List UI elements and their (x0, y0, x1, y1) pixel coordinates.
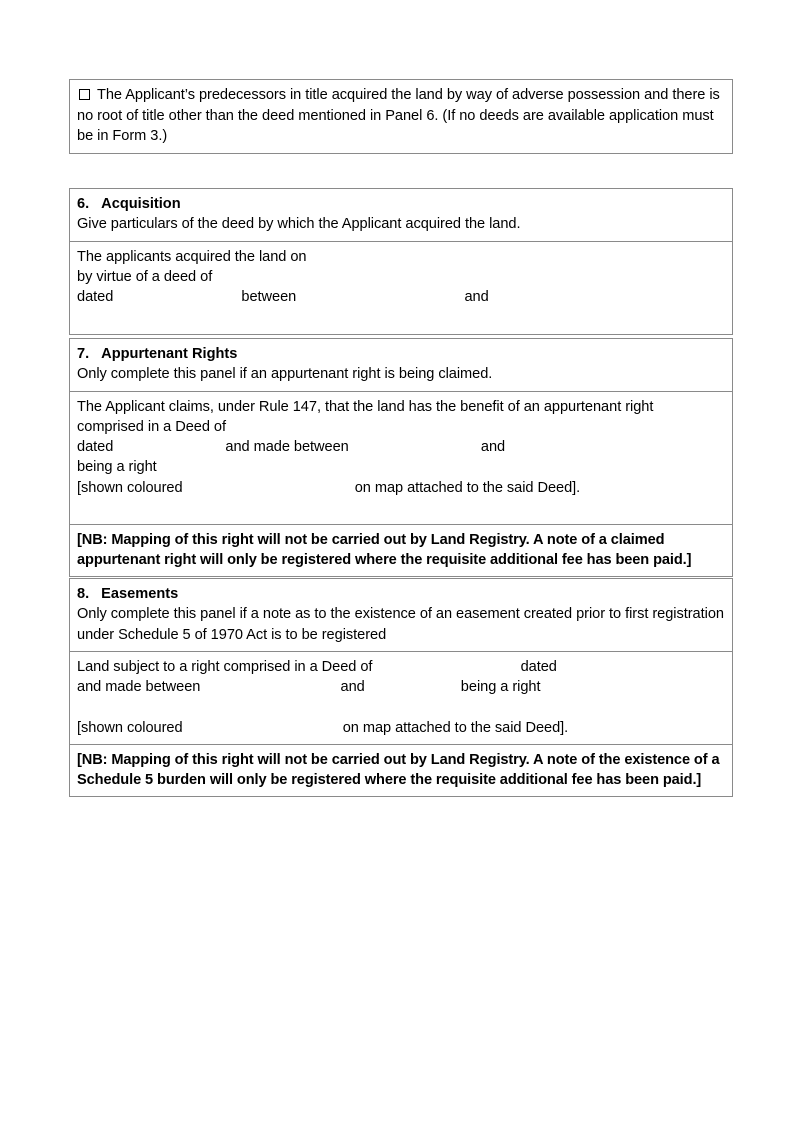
easements-nb-section (70, 744, 732, 796)
appurtenant-title (77, 344, 725, 364)
adverse-possession-section (70, 80, 732, 153)
adverse-possession-text: The Applicant’s predecessors in title acquired the land by way of adverse possession and there is no root of title other than the deed mentioned in Panel 6. (If no deeds are available application must be in Form 3.) (77, 87, 720, 145)
appurtenant-instruction: Only complete this panel if an appurtenant right is being claimed. (77, 366, 493, 383)
appurtenant-body-line[interactable]: comprised in a Deed of (77, 418, 226, 435)
panel-adverse-possession (69, 79, 733, 154)
acquisition-title (77, 194, 725, 214)
appurtenant-body (70, 391, 732, 525)
appurtenant-title-text: Appurtenant Rights (101, 346, 238, 362)
easements-body-line[interactable]: and made between and being a right (77, 679, 541, 696)
easements-instruction: Only complete this panel if a note as to the existence of an easement created prior to first registration under Schedule 5 of 1970 Act is to be registered (77, 606, 724, 643)
appurtenant-blank-space[interactable] (77, 498, 725, 518)
acquisition-instruction: Give particulars of the deed by which the Applicant acquired the land. (77, 216, 521, 233)
appurtenant-header (70, 339, 732, 391)
panel-easements (69, 578, 733, 797)
acquisition-body-line[interactable]: The applicants acquired the land on (77, 248, 307, 265)
appurtenant-body-line[interactable]: The Applicant claims, under Rule 147, that the land has the benefit of an appurtenant right (77, 398, 654, 415)
acquisition-blank-space[interactable] (77, 307, 725, 327)
panel-acquisition (69, 188, 733, 335)
easements-title (77, 584, 725, 604)
acquisition-number: 6. (77, 196, 90, 212)
appurtenant-body-line[interactable]: [shown coloured on map attached to the said Deed]. (77, 479, 581, 496)
acquisition-body-line[interactable]: by virtue of a deed of (77, 268, 213, 285)
easements-title-text: Easements (101, 586, 179, 602)
easements-body (70, 651, 732, 744)
appurtenant-body-line[interactable]: dated and made between and (77, 439, 506, 456)
easements-header (70, 579, 732, 651)
easements-body-line[interactable]: Land subject to a right comprised in a Deed of dated (77, 658, 557, 675)
appurtenant-number: 7. (77, 346, 90, 362)
appurtenant-nb-note: [NB: Mapping of this right will not be carried out by Land Registry. A note of a claimed appurtenant right will only be registered where the requisite additional fee has been paid.] (77, 532, 692, 569)
easements-body-line[interactable]: [shown coloured on map attached to the said Deed]. (77, 719, 569, 736)
adverse-possession-statement (77, 85, 725, 147)
easements-number: 8. (77, 586, 90, 602)
easements-blank-space[interactable] (77, 697, 725, 717)
panel-appurtenant-rights (69, 338, 733, 577)
easements-nb-note: [NB: Mapping of this right will not be carried out by Land Registry. A note of the existence of a Schedule 5 burden will only be registered where the requisite additional fee has been paid.] (77, 752, 720, 789)
acquisition-body-line[interactable]: dated between and (77, 289, 489, 306)
appurtenant-body-line[interactable]: being a right (77, 459, 157, 476)
appurtenant-nb-section (70, 524, 732, 576)
adverse-possession-checkbox[interactable] (79, 89, 90, 100)
acquisition-header (70, 189, 732, 241)
acquisition-body (70, 241, 732, 334)
acquisition-title-text: Acquisition (101, 196, 181, 212)
